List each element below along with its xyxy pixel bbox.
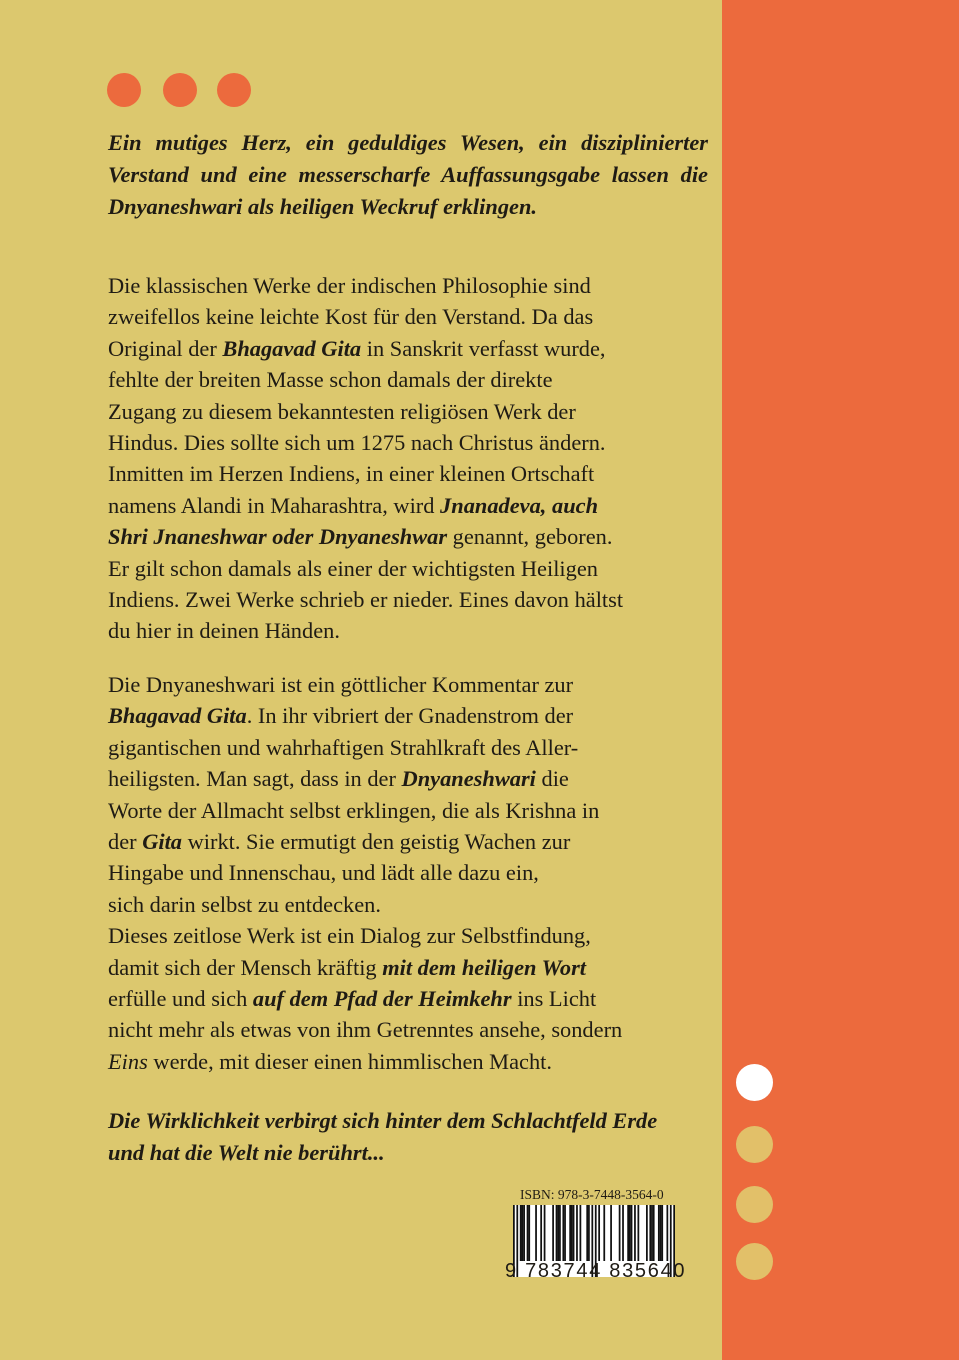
side-dot-active — [736, 1064, 773, 1101]
barcode-bar — [528, 1205, 530, 1261]
emphasis: Eins — [108, 1048, 148, 1074]
text-line: Zugang zu diesem bekanntesten religiösen Werk der — [108, 398, 576, 424]
text-line: Er gilt schon damals als einer der wichtigsten Heiligen — [108, 555, 598, 581]
barcode-bar — [562, 1205, 564, 1261]
barcode-bar — [598, 1205, 600, 1261]
text-line: Shri Jnaneshwar oder Dnyaneshwar genannt, geboren. — [108, 524, 613, 550]
emphasis: Dnyaneshwari — [401, 766, 536, 792]
barcode-bar — [552, 1205, 554, 1261]
barcode-bar — [576, 1205, 578, 1261]
decorative-dot-1 — [107, 73, 141, 107]
barcode-bar — [559, 1205, 561, 1261]
text-line: fehlte der breiten Masse schon damals der direkte — [108, 367, 553, 393]
quote-line: Die Wirklichkeit verbirgt sich hinter dem Schlachtfeld Erde — [108, 1108, 658, 1133]
barcode-bar — [629, 1205, 631, 1261]
text-line: Die Dnyaneshwari ist ein göttlicher Kommentar zur — [108, 672, 574, 697]
emphasis: auf dem Pfad der Heimkehr — [252, 986, 512, 1012]
quote-line: und hat die Welt nie berührt... — [108, 1140, 385, 1165]
barcode-bar — [523, 1205, 525, 1261]
emphasis: Shri Jnaneshwar oder Dnyaneshwar — [108, 524, 448, 550]
decorative-dot-3 — [217, 73, 251, 107]
barcode-bar — [569, 1205, 571, 1261]
barcode-bar — [634, 1205, 636, 1261]
top-quote — [108, 127, 708, 223]
barcode-bar — [649, 1205, 651, 1261]
barcode-bar — [573, 1205, 575, 1261]
barcode-bar — [631, 1205, 633, 1261]
barcode-bar — [658, 1205, 660, 1261]
barcode-bar — [627, 1205, 629, 1261]
text-line: nicht mehr als etwas von ihm Getrenntes ansehe, sondern — [108, 1017, 623, 1043]
text-line: Worte der Allmacht selbst erklingen, die als Krishna in — [108, 797, 600, 823]
barcode-bar — [571, 1205, 573, 1261]
isbn-barcode — [505, 1187, 687, 1295]
text-line: namens Alandi in Maharashtra, wird Jnanadeva, auch — [108, 492, 599, 518]
bottom-quote — [108, 1105, 708, 1169]
side-dot — [736, 1126, 773, 1163]
barcode-bar — [588, 1205, 590, 1261]
text-line: der Gita wirkt. Sie ermutigt den geistig Wachen zur — [108, 829, 571, 855]
text-line: du hier in deinen Händen. — [108, 618, 340, 644]
text-line: Original der Bhagavad Gita in Sanskrit verfasst wurde, — [108, 335, 606, 361]
text-line: Indiens. Zwei Werke schrieb er nieder. Eines davon hältst — [108, 587, 624, 613]
barcode-bar — [564, 1205, 566, 1261]
commentary-paragraph — [108, 669, 708, 1077]
barcode-bar — [622, 1205, 624, 1261]
barcode-bar — [540, 1205, 542, 1261]
text-line: erfülle und sich auf dem Pfad der Heimkehr ins Licht — [108, 986, 597, 1012]
barcode-bar — [557, 1205, 559, 1261]
barcode-bar — [527, 1205, 529, 1261]
text-line: Eins werde, mit dieser einen himmlischen Macht. — [108, 1048, 552, 1074]
barcode-bar — [619, 1205, 621, 1261]
emphasis: Bhagavad Gita — [222, 335, 362, 361]
emphasis: Bhagavad Gita — [108, 703, 247, 729]
text-line: Die klassischen Werke der indischen Philosophie sind — [108, 273, 591, 298]
intro-paragraph — [108, 270, 708, 647]
text-line: gigantischen und wahrhaftigen Strahlkraft des Aller- — [108, 734, 579, 760]
barcode-bar — [535, 1205, 537, 1261]
text-line: Dieses zeitlose Werk ist ein Dialog zur Selbstfindung, — [108, 923, 591, 949]
text-line: Bhagavad Gita. In ihr vibriert der Gnadenstrom der — [108, 703, 574, 729]
barcode-bar — [637, 1205, 639, 1261]
text-line: zweifellos keine leichte Kost für den Verstand. Da das — [108, 304, 594, 330]
emphasis: Gita — [142, 829, 182, 855]
quote-line: Ein mutiges Herz, ein geduldiges Wesen, ein disziplinierter — [108, 130, 708, 155]
barcode-bar — [610, 1205, 612, 1261]
barcode-bar — [666, 1205, 668, 1261]
barcode-bar — [522, 1205, 524, 1261]
text-line: Hindus. Dies sollte sich um 1275 nach Christus ändern. — [108, 430, 606, 456]
side-dot — [736, 1186, 773, 1223]
barcode-digits: 9 783744 835640 — [505, 1260, 687, 1282]
text-line: Hingabe und Innenschau, und lädt alle dazu ein, — [108, 860, 539, 886]
emphasis: mit dem heiligen Wort — [382, 954, 587, 980]
decorative-dot-2 — [163, 73, 197, 107]
barcode-bar — [653, 1205, 655, 1261]
barcode-bar — [603, 1205, 605, 1261]
barcode-bar — [661, 1205, 663, 1261]
text-line: Inmitten im Herzen Indiens, in einer kleinen Ortschaft — [108, 461, 595, 487]
isbn-label: ISBN: 978-3-7448-3564-0 — [520, 1187, 664, 1202]
quote-line: Dnyaneshwari als heiligen Weckruf erklingen. — [108, 194, 537, 219]
barcode-bar — [586, 1205, 588, 1261]
side-dot — [736, 1243, 773, 1280]
barcode-bar — [520, 1205, 522, 1261]
barcode-bar — [580, 1205, 582, 1261]
barcode-bar — [660, 1205, 662, 1261]
text-line: damit sich der Mensch kräftig mit dem heiligen Wort — [108, 954, 587, 980]
emphasis: Jnanadeva, auch — [440, 492, 599, 518]
quote-line: Verstand und eine messerscharfe Auffassungsgabe lassen die — [108, 162, 708, 187]
text-line: heiligsten. Man sagt, dass in der Dnyaneshwari die — [108, 766, 569, 792]
text-line: sich darin selbst zu entdecken. — [108, 891, 381, 917]
barcode-bar — [651, 1205, 653, 1261]
barcode-bar — [544, 1205, 546, 1261]
barcode-bar — [646, 1205, 648, 1261]
barcode-bar — [556, 1205, 558, 1261]
